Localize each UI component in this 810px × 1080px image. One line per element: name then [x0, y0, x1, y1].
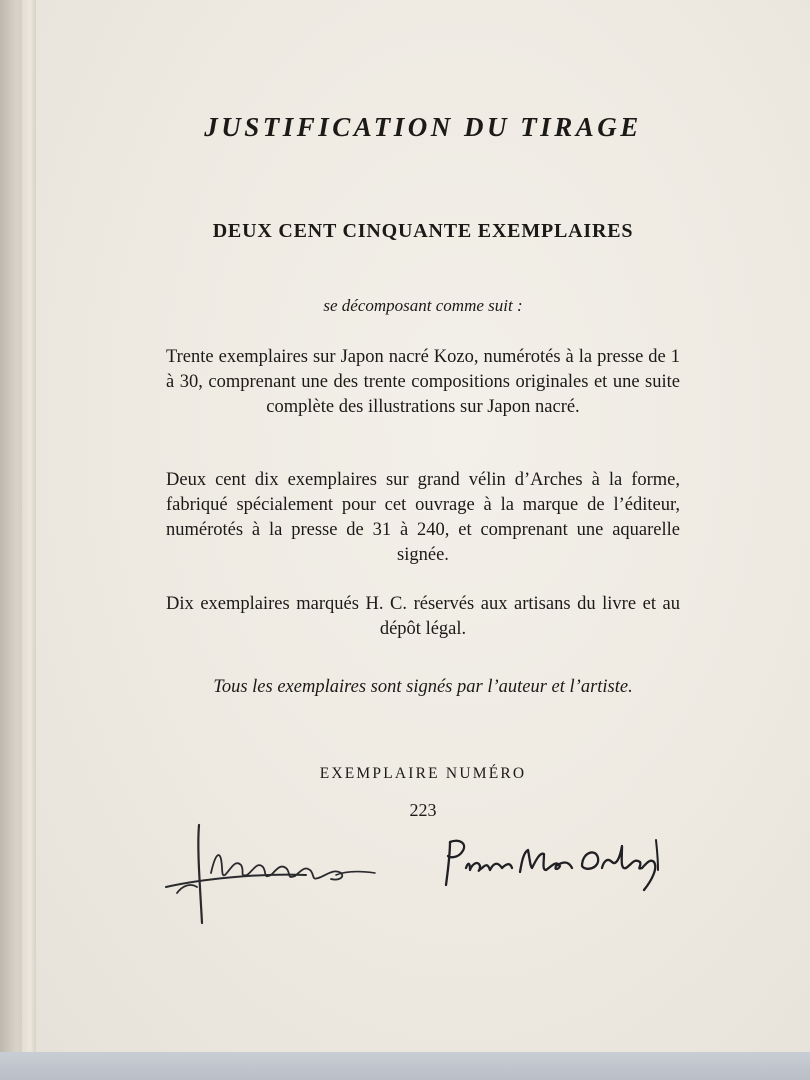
paragraph-velin-copies: Deux cent dix exemplaires sur grand vélin d’Arches à la forme, fabriqué spécialement pour cet ouvrage à la marque de l’éditeur, numérotés à la presse de 31 à 240, et comprenant une aquarelle signée.: [166, 470, 680, 565]
paragraph-japon-copies: Trente exemplaires sur Japon nacré Kozo, numérotés à la presse de 1 à 30, comprenant une des trente compositions originales et une suite complète des illustrations sur Japon nacré.: [166, 347, 680, 417]
paragraph-hc-copies: Dix exemplaires marqués H. C. réservés aux artisans du livre et au dépôt légal.: [166, 594, 680, 639]
breakdown-intro: se décomposant comme suit :: [323, 296, 523, 315]
edition-size-heading: DEUX CENT CINQUANTE EXEMPLAIRES: [212, 220, 634, 242]
page-stack-edge: [22, 0, 37, 1080]
copy-number-label: EXEMPLAIRE NUMÉRO: [319, 765, 527, 782]
book-page: [36, 0, 810, 1052]
artist-signature: [131, 815, 401, 935]
signed-statement: Tous les exemplaires sont signés par l’auteur et l’artiste.: [213, 677, 633, 697]
page-title: JUSTIFICATION DU TIRAGE: [204, 112, 642, 142]
author-signature: [436, 830, 666, 895]
copy-number-value: 223: [409, 800, 437, 820]
surface-below-page: [0, 1052, 810, 1080]
